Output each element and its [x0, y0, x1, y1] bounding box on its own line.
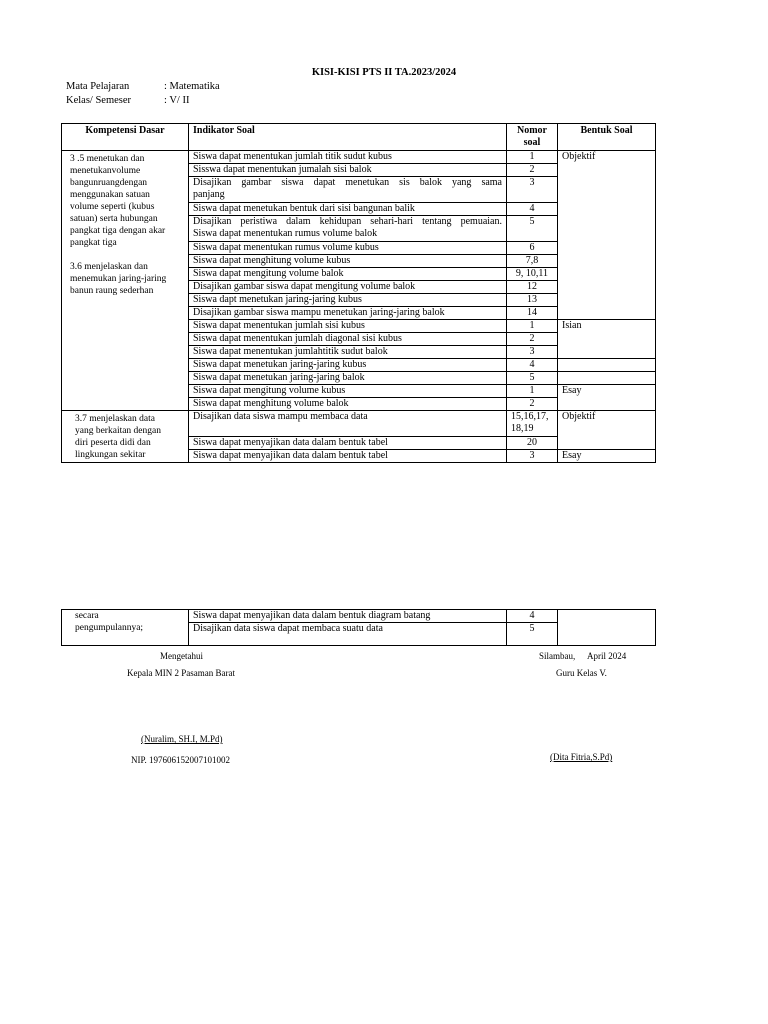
- nomor-cell: 4: [507, 203, 558, 216]
- table-row: [62, 411, 656, 437]
- signature-left-name: (Nuralim, SH.I, M.Pd): [141, 734, 223, 744]
- bentuk-objektif-2: Objektif: [558, 411, 656, 450]
- nomor-cell: 12: [507, 281, 558, 294]
- table-row: [62, 610, 656, 623]
- subject-label: Mata Pelajaran: [66, 81, 130, 92]
- bentuk-cell: [558, 610, 656, 646]
- subject-value: : Matematika: [164, 81, 220, 92]
- nomor-cell: 3: [507, 346, 558, 359]
- signature-right-role: Guru Kelas V.: [556, 668, 607, 678]
- header-bentuk-soal: Bentuk Soal: [558, 124, 656, 151]
- nomor-cell: 5: [507, 372, 558, 385]
- bentuk-cell: [558, 333, 656, 346]
- bentuk-esay-2: Esay: [558, 450, 656, 463]
- kompetensi-dasar-3-7: [62, 411, 189, 463]
- indikator-cell: Disajikan gambar siswa dapat menetukan sis balok yang sama panjang: [189, 177, 507, 203]
- indikator-cell: Disajikan gambar siswa mampu menetukan jaring-jaring balok: [189, 307, 507, 320]
- table-header-row: [62, 124, 656, 151]
- nomor-cell: 3: [507, 450, 558, 463]
- indikator-cell: Siswa dapat menghitung volume kubus: [189, 255, 507, 268]
- nomor-cell: 6: [507, 242, 558, 255]
- signature-right-place: Silambau,: [539, 651, 576, 661]
- indikator-cell: Siswa dapat menetukan jaring-jaring balok: [189, 372, 507, 385]
- indikator-cell: Siswa dapat mengitung volume balok: [189, 268, 507, 281]
- indikator-cell: Siswa dapat menentukan jumlah sisi kubus: [189, 320, 507, 333]
- nomor-cell: 7,8: [507, 255, 558, 268]
- nomor-cell: 9, 10,11: [507, 268, 558, 281]
- document-title: KISI-KISI PTS II TA.2023/2024: [311, 67, 457, 78]
- class-value: : V/ II: [164, 95, 190, 106]
- bentuk-esay: Esay: [558, 385, 656, 411]
- nomor-cell: 5: [507, 623, 558, 646]
- kd-3-5-text: 3 .5 menetukan dan menetukanvolume bangunruangdengan menggunakan satuan volume seperti (kubus satuan) serta hubungan pangkat tiga dengan akar pangkat tiga: [70, 154, 166, 248]
- header-kompetensi-dasar: Kompetensi Dasar: [62, 124, 189, 151]
- nomor-cell: 14: [507, 307, 558, 320]
- indikator-cell: Disajikan data siswa mampu membaca data: [189, 411, 507, 437]
- nomor-cell: 15,16,17, 18,19: [507, 411, 558, 437]
- nomor-cell: 2: [507, 164, 558, 177]
- bentuk-cell: [558, 372, 656, 385]
- signature-right-date: April 2024: [587, 651, 627, 661]
- bentuk-cell: [558, 346, 656, 359]
- nomor-cell: 13: [507, 294, 558, 307]
- nomor-cell: 5: [507, 216, 558, 242]
- kd-3-6-text: 3.6 menjelaskan dan menemukan jaring-jaring banun raung sederhan: [70, 262, 167, 296]
- nomor-cell: 2: [507, 333, 558, 346]
- nomor-cell: 3: [507, 177, 558, 203]
- nomor-cell: 4: [507, 359, 558, 372]
- signature-left-nip: NIP. 197606152007101002: [131, 755, 231, 765]
- class-label: Kelas/ Semeser: [66, 95, 132, 106]
- indikator-cell: Siswa dapat menentukan jumlah diagonal sisi kubus: [189, 333, 507, 346]
- indikator-cell: Siswa dapat menetukan bentuk dari sisi bangunan balik: [189, 203, 507, 216]
- kd-3-7-text: 3.7 menjelaskan data yang berkaitan dengan diri peserta didi dan lingkungan sekitar: [75, 414, 161, 460]
- signature-left-title: Mengetahui: [160, 651, 203, 661]
- nomor-cell: 1: [507, 151, 558, 164]
- bentuk-objektif: Objektif: [558, 151, 656, 320]
- nomor-cell: 1: [507, 320, 558, 333]
- indikator-cell: Siswa dapat menentukan jumlah titik sudut kubus: [189, 151, 507, 164]
- header-indikator-soal: Indikator Soal: [189, 124, 507, 151]
- indikator-cell: Siswa dapt menetukan jaring-jaring kubus: [189, 294, 507, 307]
- nomor-cell: 4: [507, 610, 558, 623]
- kompetensi-dasar-3-5-3-6: [62, 151, 189, 411]
- indikator-cell: Siswa dapat menghitung volume balok: [189, 398, 507, 411]
- indikator-cell: Siswa dapat menyajikan data dalam bentuk tabel: [189, 450, 507, 463]
- indikator-cell: Disajikan peristiwa dalam kehidupan sehari-hari tentang pemuaian. Siswa dapat menentukan rumus volume balok: [189, 216, 507, 242]
- indikator-cell: Siswa dapat menentukan jumlahtitik sudut balok: [189, 346, 507, 359]
- indikator-cell: Siswa dapat mengitung volume kubus: [189, 385, 507, 398]
- indikator-cell: Siswa dapat menetukan jaring-jaring kubus: [189, 359, 507, 372]
- indikator-cell: Disajikan data siswa dapat membaca suatu data: [189, 623, 507, 646]
- indikator-cell: Disajikan gambar siswa dapat mengitung volume balok: [189, 281, 507, 294]
- kisi-kisi-table-continued: [61, 609, 656, 646]
- indikator-cell: Sisswa dapat menentukan jumalah sisi balok: [189, 164, 507, 177]
- kisi-kisi-table: [61, 123, 656, 463]
- table-row: [62, 151, 656, 164]
- kd-continued-text: secara pengumpulannya;: [75, 611, 144, 633]
- indikator-cell: Siswa dapat menentukan rumus volume kubus: [189, 242, 507, 255]
- signature-left-role: Kepala MIN 2 Pasaman Barat: [127, 668, 235, 678]
- indikator-cell: Siswa dapat menyajikan data dalam bentuk tabel: [189, 437, 507, 450]
- kompetensi-dasar-continued: [62, 610, 189, 646]
- header-nomor-soal: Nomor soal: [507, 124, 558, 151]
- nomor-cell: 2: [507, 398, 558, 411]
- indikator-cell: Siswa dapat menyajikan data dalam bentuk diagram batang: [189, 610, 507, 623]
- nomor-cell: 1: [507, 385, 558, 398]
- signature-right-name: (Dita Fitria,S.Pd): [550, 752, 613, 762]
- bentuk-isian: Isian: [558, 320, 656, 333]
- nomor-cell: 20: [507, 437, 558, 450]
- bentuk-cell: [558, 359, 656, 372]
